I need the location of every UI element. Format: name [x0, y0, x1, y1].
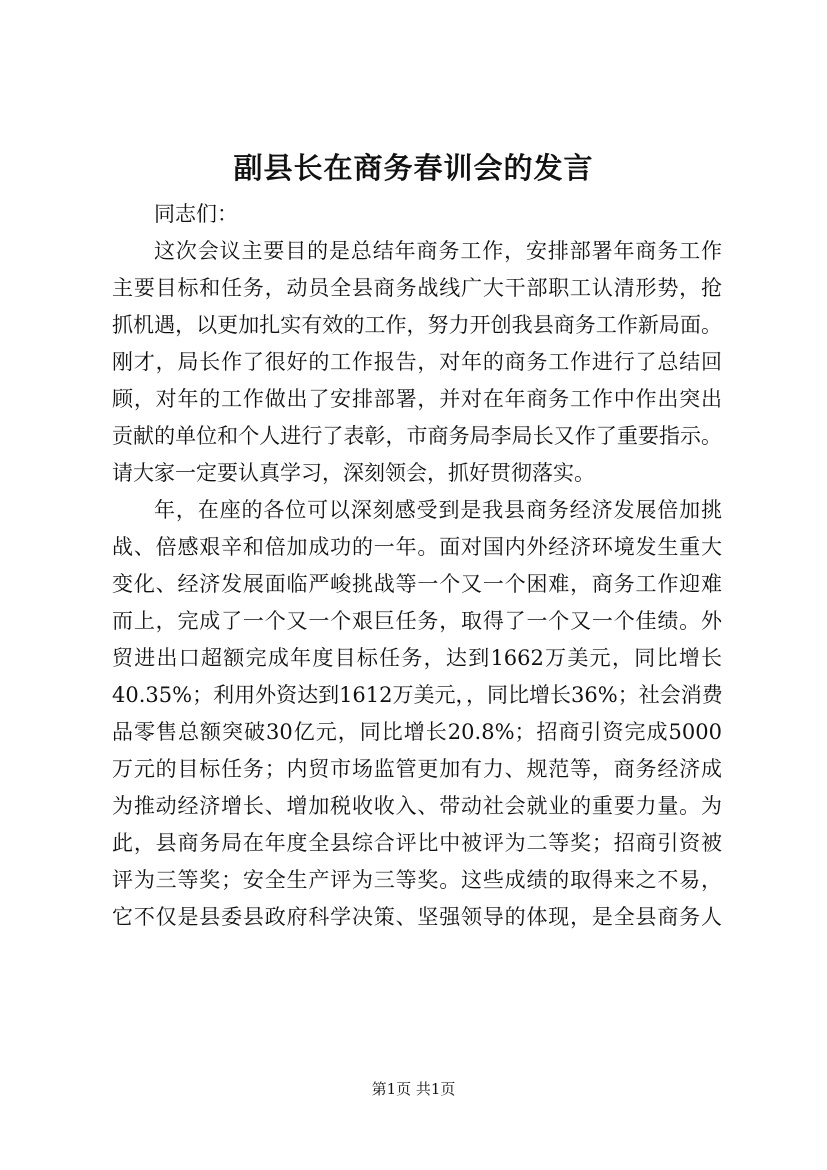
paragraph-line: 战、倍感艰辛和倍加成功的一年。面对国内外经济环境发生重大: [112, 535, 722, 559]
paragraph-line: 它不仅是县委县政府科学决策、坚强领导的体现，是全县商务人: [112, 905, 722, 929]
paragraph-line: 变化、经济发展面临严峻挑战等一个又一个困难，商务工作迎难: [112, 572, 722, 596]
paragraph-line: 请大家一定要认真学习，深刻领会，抓好贯彻落实。: [112, 461, 595, 485]
paragraph-line: 主要目标和任务，动员全县商务战线广大干部职工认清形势，抢: [112, 276, 722, 300]
paragraph-line: 而上，完成了一个又一个艰巨任务，取得了一个又一个佳绩。外: [112, 609, 722, 633]
paragraph-line: 贡献的单位和个人进行了表彰，市商务局李局长又作了重要指示。: [112, 424, 722, 448]
salutation-line: 同志们：: [154, 202, 238, 226]
document-body: [112, 196, 722, 936]
paragraph-line: 40.35%；利用外资达到1612万美元，，同比增长36%；社会消费: [112, 683, 723, 707]
paragraph-line: 年，在座的各位可以深刻感受到是我县商务经济发展倍加挑: [154, 498, 722, 522]
paragraph-line: 此，县商务局在年度全县综合评比中被评为二等奖；招商引资被: [112, 831, 722, 855]
page-footer: 第1页 共1页: [371, 1080, 456, 1098]
paragraph-line: 为推动经济增长、增加税收收入、带动社会就业的重要力量。为: [112, 794, 722, 818]
paragraph-line: 顾，对年的工作做出了安排部署，并对在年商务工作中作出突出: [112, 387, 722, 411]
paragraph-line: 抓机遇，以更加扎实有效的工作，努力开创我县商务工作新局面。: [112, 313, 722, 337]
paragraph-line: 这次会议主要目的是总结年商务工作，安排部署年商务工作: [154, 239, 722, 263]
paragraph-line: 贸进出口超额完成年度目标任务，达到1662万美元，同比增长: [112, 646, 722, 670]
paragraph-line: 品零售总额突破30亿元，同比增长20.8%；招商引资完成5000: [112, 720, 722, 744]
document-title: 副县长在商务春训会的发言: [233, 151, 594, 185]
paragraph-line: 万元的目标任务；内贸市场监管更加有力、规范等，商务经济成: [112, 757, 722, 781]
paragraph-line: 评为三等奖；安全生产评为三等奖。这些成绩的取得来之不易，: [112, 868, 722, 892]
paragraph-line: 刚才，局长作了很好的工作报告，对年的商务工作进行了总结回: [112, 350, 722, 374]
